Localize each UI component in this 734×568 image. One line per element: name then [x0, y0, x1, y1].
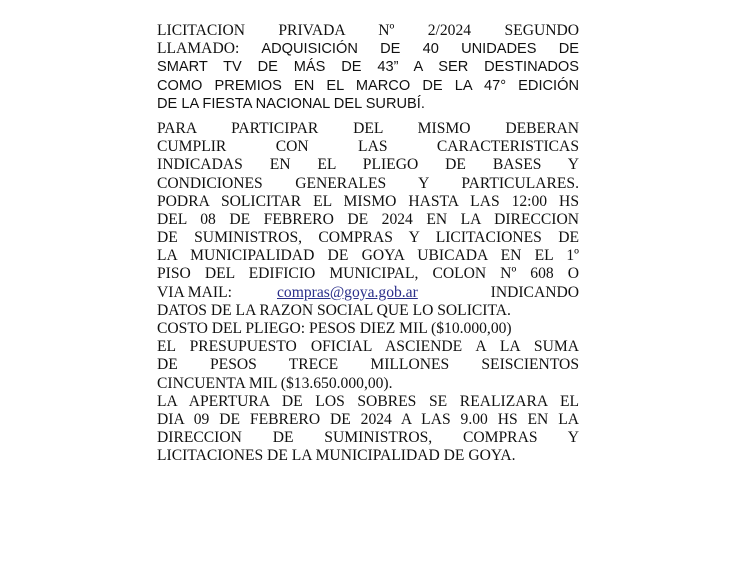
- body-line-4: CONDICIONES GENERALES Y PARTICULARES.: [157, 174, 579, 192]
- body-line-18: DIRECCION DE SUMINISTROS, COMPRAS Y: [157, 429, 579, 447]
- email-link[interactable]: compras@goya.gob.ar: [277, 283, 418, 301]
- body-line-15: CINCUENTA MIL ($13.650.000,00).: [157, 374, 393, 392]
- body-line-11: DATOS DE LA RAZON SOCIAL QUE LO SOLICITA.: [157, 301, 511, 319]
- title-line-2-sans: ADQUISICIÓN DE 40 UNIDADES DE: [261, 41, 579, 58]
- body-line-8: LA MUNICIPALIDAD DE GOYA UBICADA EN EL 1º: [157, 247, 579, 265]
- body-line-5: PODRA SOLICITAR EL MISMO HASTA LAS 12:00 HS: [157, 192, 579, 210]
- title-line-3: SMART TV DE MÁS DE 43” A SER DESTINADOS: [157, 59, 579, 76]
- mail-line: [157, 284, 579, 302]
- mail-suffix: INDICANDO: [490, 283, 579, 301]
- body-line-13: EL PRESUPUESTO OFICIAL ASCIENDE A LA SUMA: [157, 338, 579, 356]
- mail-prefix: VIA MAIL:: [157, 283, 232, 301]
- title-line-1: LICITACION PRIVADA Nº 2/2024 SEGUNDO: [157, 22, 579, 39]
- body-line-14: DE PESOS TRECE MILLONES SEISCIENTOS: [157, 356, 579, 374]
- body-line-6: DEL 08 DE FEBRERO DE 2024 EN LA DIRECCION: [157, 210, 579, 228]
- notice-document: [157, 22, 579, 466]
- title-line-2-prefix: LLAMADO:: [157, 40, 262, 58]
- body-line-1: PARA PARTICIPAR DEL MISMO DEBERAN: [157, 119, 579, 137]
- body-line-17: DIA 09 DE FEBRERO DE 2024 A LAS 9.00 HS EN LA: [157, 410, 579, 428]
- title-line-2: [157, 40, 579, 58]
- body-line-3: INDICADAS EN EL PLIEGO DE BASES Y: [157, 156, 579, 174]
- body-line-9: PISO DEL EDIFICIO MUNICIPAL, COLON Nº 608 O: [157, 265, 579, 283]
- body-line-19: LICITACIONES DE LA MUNICIPALIDAD DE GOYA.: [157, 447, 516, 465]
- title-line-4: COMO PREMIOS EN EL MARCO DE LA 47° EDICIÓN: [157, 77, 579, 94]
- title-line-5: DE LA FIESTA NACIONAL DEL SURUBÍ.: [157, 95, 425, 112]
- body-line-7: DE SUMINISTROS, COMPRAS Y LICITACIONES DE: [157, 229, 579, 247]
- body-line-16: LA APERTURA DE LOS SOBRES SE REALIZARA EL: [157, 392, 579, 410]
- body-line-12: COSTO DEL PLIEGO: PESOS DIEZ MIL ($10.000,00): [157, 320, 512, 337]
- body-line-2: CUMPLIR CON LAS CARACTERISTICAS: [157, 138, 579, 156]
